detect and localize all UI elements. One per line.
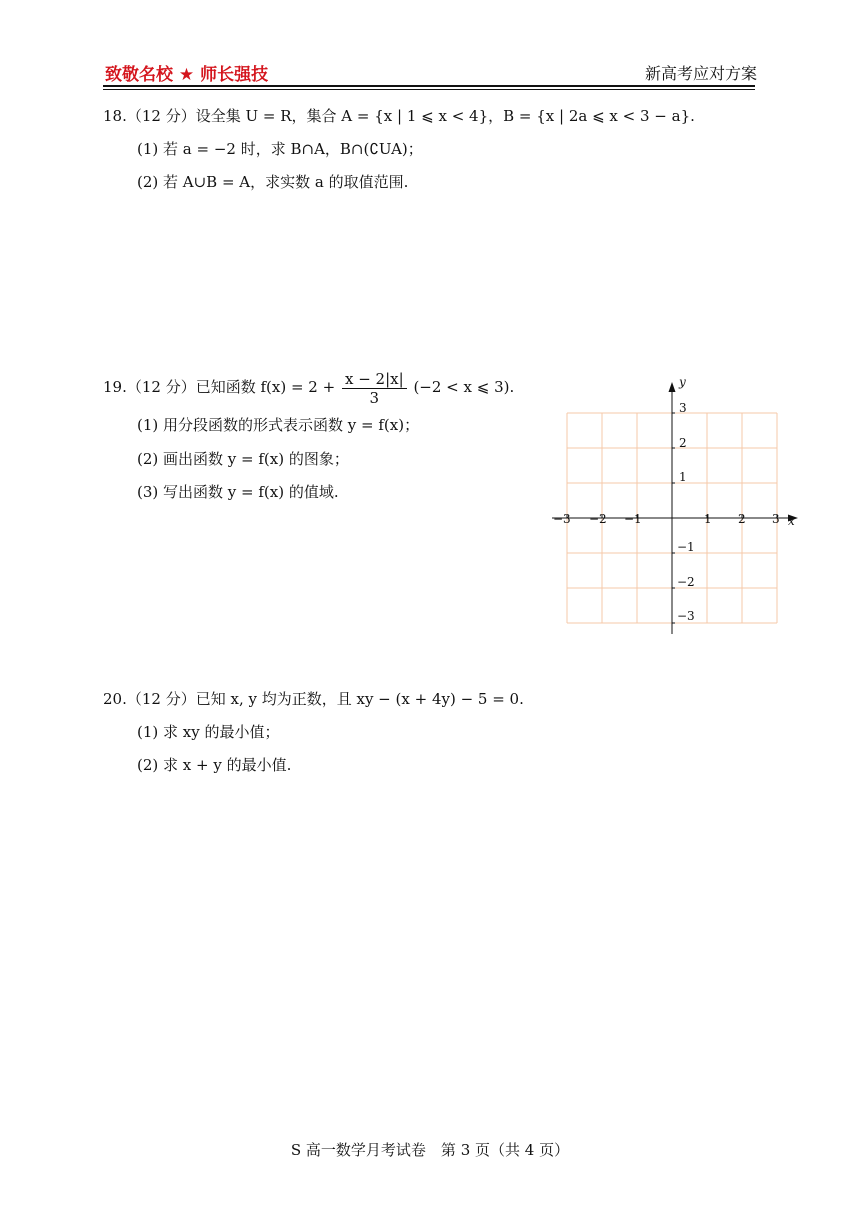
q20-part1: (1) 求 xy 的最小值； <box>137 723 280 741</box>
header-brand: 致敬名校 ★ 师长强技 <box>105 65 269 85</box>
y-tick-label-2: 2 <box>679 436 687 450</box>
q19-fraction <box>342 370 407 407</box>
q18-part2: (2) 若 A∪B = A，求实数 a 的取值范围. <box>137 173 409 191</box>
q18-stem: 18.（12 分）设全集 U = R，集合 A = {x | 1 ⩽ x < 4}，B = {x | 2a ⩽ x < 3 − a}. <box>103 107 695 125</box>
y-tick-label-neg2: −2 <box>677 575 695 589</box>
x-tick-label-neg1: −1 <box>624 512 642 526</box>
header-rule-thick <box>103 85 755 87</box>
header-rule-thin <box>103 89 755 90</box>
q19-fraction-numerator: x − 2|x| <box>342 370 407 389</box>
q19-stem-suffix: (−2 < x ⩽ 3). <box>413 378 515 396</box>
q19-fraction-denominator: 3 <box>369 388 380 407</box>
y-tick-label-neg1: −1 <box>677 540 695 554</box>
x-tick-label-1: 1 <box>704 512 712 526</box>
q19-part2: (2) 画出函数 y = f(x) 的图象； <box>137 450 349 468</box>
x-tick-label-2: 2 <box>738 512 746 526</box>
q19-part3: (3) 写出函数 y = f(x) 的值域. <box>137 483 339 501</box>
x-tick-label-neg2: −2 <box>589 512 607 526</box>
q18-part1: (1) 若 a = −2 时，求 B∩A，B∩(∁UA)； <box>137 140 423 158</box>
q19-stem-prefix: 19.（12 分）已知函数 f(x) = 2 + <box>103 378 336 396</box>
q19-part1: (1) 用分段函数的形式表示函数 y = f(x)； <box>137 416 420 434</box>
y-tick-label-neg3: −3 <box>677 609 695 623</box>
coordinate-grid <box>550 372 810 637</box>
y-tick-label-1: 1 <box>679 470 687 484</box>
y-tick-label-3: 3 <box>679 401 687 415</box>
header-slogan: 新高考应对方案 <box>644 64 757 83</box>
x-tick-label-neg3: −3 <box>553 512 571 526</box>
q20-part2: (2) 求 x + y 的最小值. <box>137 756 292 774</box>
q20-stem: 20.（12 分）已知 x, y 均为正数，且 xy − (x + 4y) − 5 = 0. <box>103 690 524 708</box>
x-axis-label: x <box>788 514 795 528</box>
y-axis-label: y <box>679 375 686 389</box>
y-axis-arrow <box>669 382 676 392</box>
page-footer: S 高一数学月考试卷 第 3 页（共 4 页） <box>290 1141 570 1159</box>
x-tick-label-3: 3 <box>772 512 780 526</box>
q19-stem <box>103 366 514 408</box>
